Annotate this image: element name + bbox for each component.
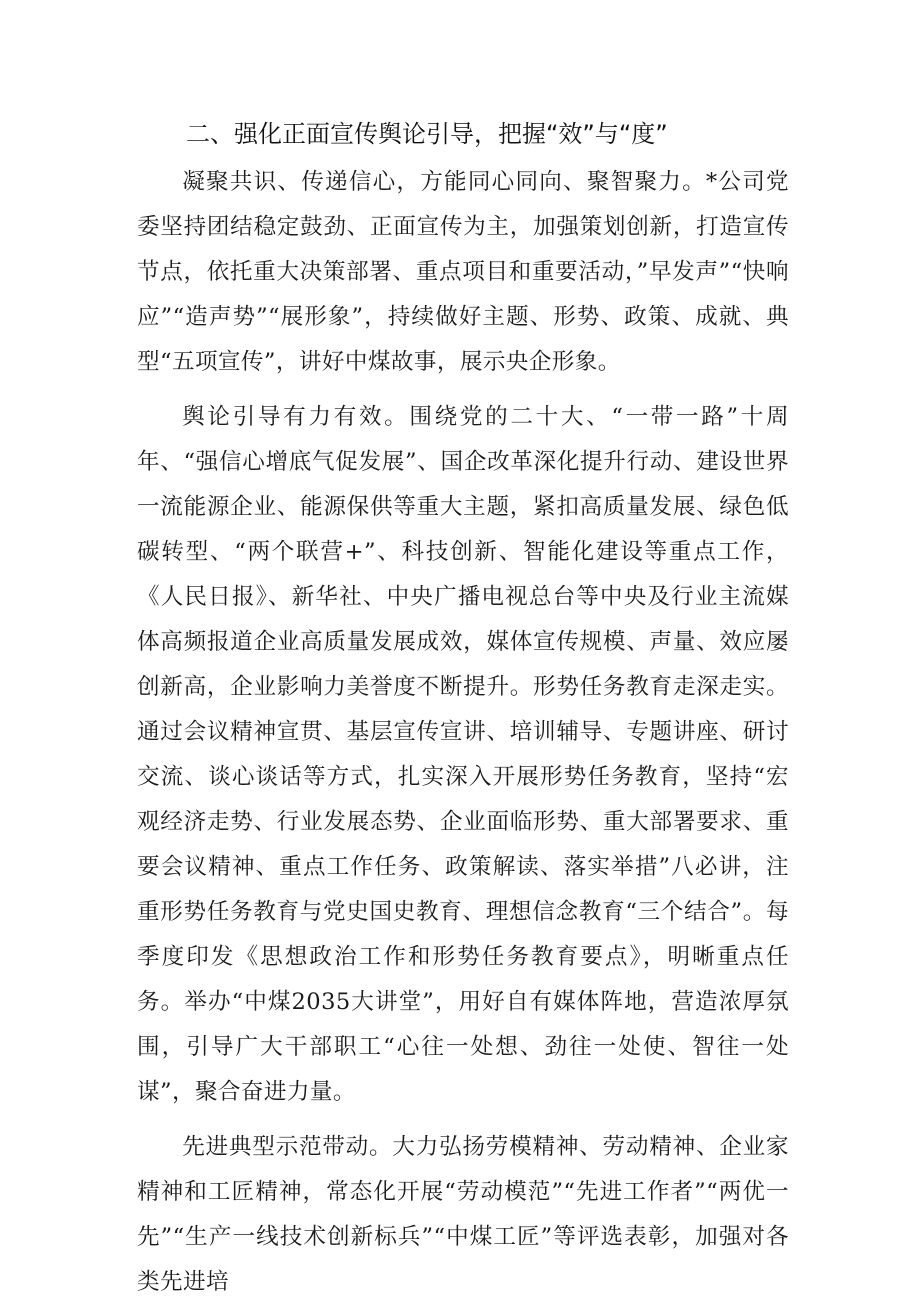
document-body xyxy=(137,160,789,1305)
section-heading: 二、强化正面宣传舆论引导，把握“效”与“度” xyxy=(186,120,668,148)
paragraph-intro: 凝聚共识、传递信心，方能同心同向、聚智聚力。*公司党委坚持团结稳定鼓劲、正面宣传为主，加强策划创新，打造宣传节点，依托重大决策部署、重点项目和重要活动，”早发声”“快响应”“造声势”“展形象”，持续做好主题、形势、政策、成就、典型“五项宣传”，讲好中煤故事，展示央企形象。 xyxy=(137,169,789,375)
paragraph-public-opinion: 舆论引导有力有效。围绕党的二十大、“一带一路”十周年、“强信心增底气促发展”、国企改革深化提升行动、建设世界一流能源企业、能源保供等重大主题，紧扣高质量发展、绿色低碳转型、“两个联营+”、科技创新、智能化建设等重点工作，《人民日报》、新华社、中央广播电视总台等中央及行业主流媒体高频报道企业高质量发展成效，媒体宣传规模、声量、效应屡创新高，企业影响力美誉度不断提升。形势任务教育走深走实。通过会议精神宣贯、基层宣传宣讲、培训辅导、专题讲座、研讨交流、谈心谈话等方式，扎实深入开展形势任务教育，坚持“宏观经济走势、行业发展态势、企业面临形势、重大部署要求、重要会议精神、重点工作任务、政策解读、落实举措”八必讲，注重形势任务教育与党史国史教育、理想信念教育“三个结合”。每季度印发《思想政治工作和形势任务教育要点》，明晰重点任务。举办“中煤2035大讲堂”，用好自有媒体阵地，营造浓厚氛围，引导广大干部职工“心往一处想、劲往一处使、智往一处谋”，聚合奋进力量。 xyxy=(137,404,790,1105)
paragraph-role-models: 先进典型示范带动。大力弘扬劳模精神、劳动精神、企业家精神和工匠精神，常态化开展“劳动模范”“先进工作者”“两优一先”“生产一线技术创新标兵”“中煤工匠”等评选表彰，加强对各类先进培 xyxy=(137,1134,789,1295)
